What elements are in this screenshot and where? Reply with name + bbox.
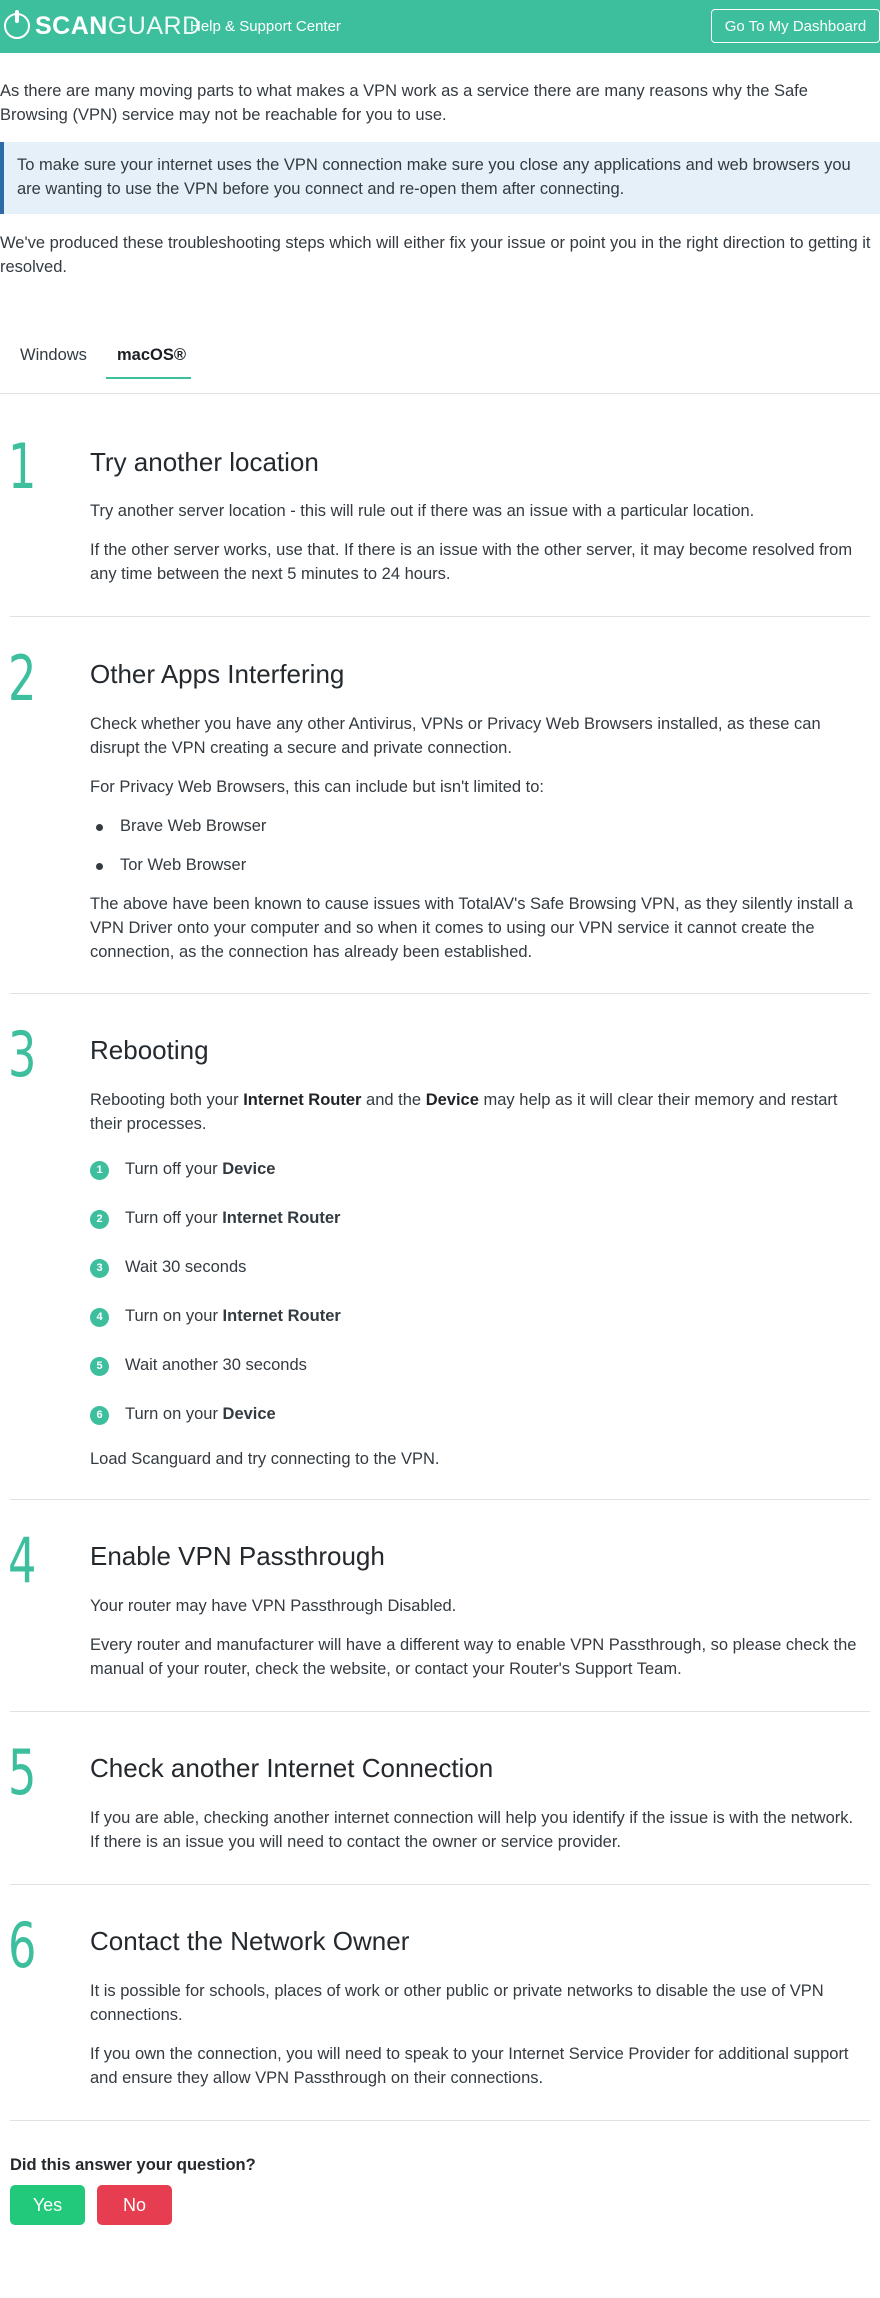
step-paragraph: For Privacy Web Browsers, this can include but isn't limited to: [90,778,545,796]
step-divider [10,993,870,994]
list-item: Turn off your Device [125,1160,276,1178]
step-paragraph: Rebooting both your Internet Router and the Device may help as it will clear their memory and restart their processes. [90,1091,838,1133]
list-item: Turn on your Device [125,1405,276,1423]
intro-paragraph-2: We've produced these troubleshooting steps which will either fix your issue or point you in the right direction to getting it resolved. [0,234,871,276]
step-title: Try another location [90,447,319,477]
step-title: Enable VPN Passthrough [90,1541,385,1571]
step-divider [10,1499,870,1500]
step-number-badge: 6 [90,1406,109,1425]
feedback-question: Did this answer your question? [10,2156,256,2174]
step-number: 1 [8,430,37,503]
step-paragraph: Try another server location - this will rule out if there was an issue with a particular location. [90,502,755,520]
step-paragraph: Every router and manufacturer will have a different way to enable VPN Passthrough, so please check the manual of your router, check the website, or contact your Router's Support Team. [90,1636,857,1678]
list-item: Tor Web Browser [120,856,247,874]
step-paragraph: Check whether you have any other Antivirus, VPNs or Privacy Web Browsers installed, as these can disrupt the VPN creating a secure and private connection. [90,715,821,757]
list-item: Wait another 30 seconds [125,1356,307,1374]
step-title: Contact the Network Owner [90,1926,410,1956]
step-number: 6 [8,1909,37,1982]
os-tabs [0,337,880,394]
step-number-badge: 2 [90,1210,109,1229]
list-item: Brave Web Browser [120,817,267,835]
power-logo-icon [4,13,30,39]
info-callout: To make sure your internet uses the VPN connection make sure you close any applications and web browsers you are wanting to use the VPN before you connect and re-open them after connecting. [0,142,880,214]
step-title: Check another Internet Connection [90,1753,494,1783]
logo-wordmark: SCANGUARD [35,12,201,40]
step-paragraph: Load Scanguard and try connecting to the VPN. [90,1450,440,1468]
scanguard-logo[interactable] [4,12,201,40]
top-header [0,0,880,53]
step-number: 5 [8,1736,37,1809]
step-divider [10,1711,870,1712]
feedback-yes-button[interactable]: Yes [10,2185,85,2225]
bullet-dot [96,824,103,831]
step-number: 2 [8,642,37,715]
step-paragraph: If you own the connection, you will need to speak to your Internet Service Provider for additional support and ensure they allow VPN Passthrough on their connections. [90,2045,849,2087]
step-divider [10,616,870,617]
step-divider [10,2120,870,2121]
step-paragraph: Your router may have VPN Passthrough Disabled. [90,1597,457,1615]
step-divider [10,1884,870,1885]
list-item: Turn off your Internet Router [125,1209,341,1227]
step-number-badge: 3 [90,1259,109,1278]
header-subtitle: Help & Support Center [190,18,341,35]
list-item: Turn on your Internet Router [125,1307,341,1325]
tab-windows[interactable]: Windows [20,346,87,364]
go-to-dashboard-button[interactable]: Go To My Dashboard [711,9,880,43]
feedback-no-button[interactable]: No [97,2185,172,2225]
intro-paragraph: As there are many moving parts to what makes a VPN work as a service there are many reasons why the Safe Browsing (VPN) service may not be reachable for you to use. [0,82,808,124]
step-title: Other Apps Interfering [90,659,345,689]
list-item: Wait 30 seconds [125,1258,247,1276]
step-number: 3 [8,1018,37,1091]
step-title: Rebooting [90,1035,209,1065]
step-number-badge: 4 [90,1308,109,1327]
tab-macos[interactable]: macOS® [106,337,191,379]
step-number-badge: 1 [90,1161,109,1180]
step-number: 4 [8,1524,37,1597]
step-paragraph: The above have been known to cause issues with TotalAV's Safe Browsing VPN, as they silently install a VPN Driver onto your computer and so when it comes to using our VPN service it cannot create the connection, as the connection has already been established. [90,895,853,961]
step-paragraph: It is possible for schools, places of work or other public or private networks to disable the use of VPN connections. [90,1982,824,2024]
step-number-badge: 5 [90,1357,109,1376]
step-paragraph: If the other server works, use that. If there is an issue with the other server, it may become resolved from any time between the next 5 minutes to 24 hours. [90,541,853,583]
step-paragraph: If you are able, checking another internet connection will help you identify if the issue is with the network. If there is an issue you will need to contact the owner or service provider. [90,1809,854,1851]
bullet-dot [96,863,103,870]
